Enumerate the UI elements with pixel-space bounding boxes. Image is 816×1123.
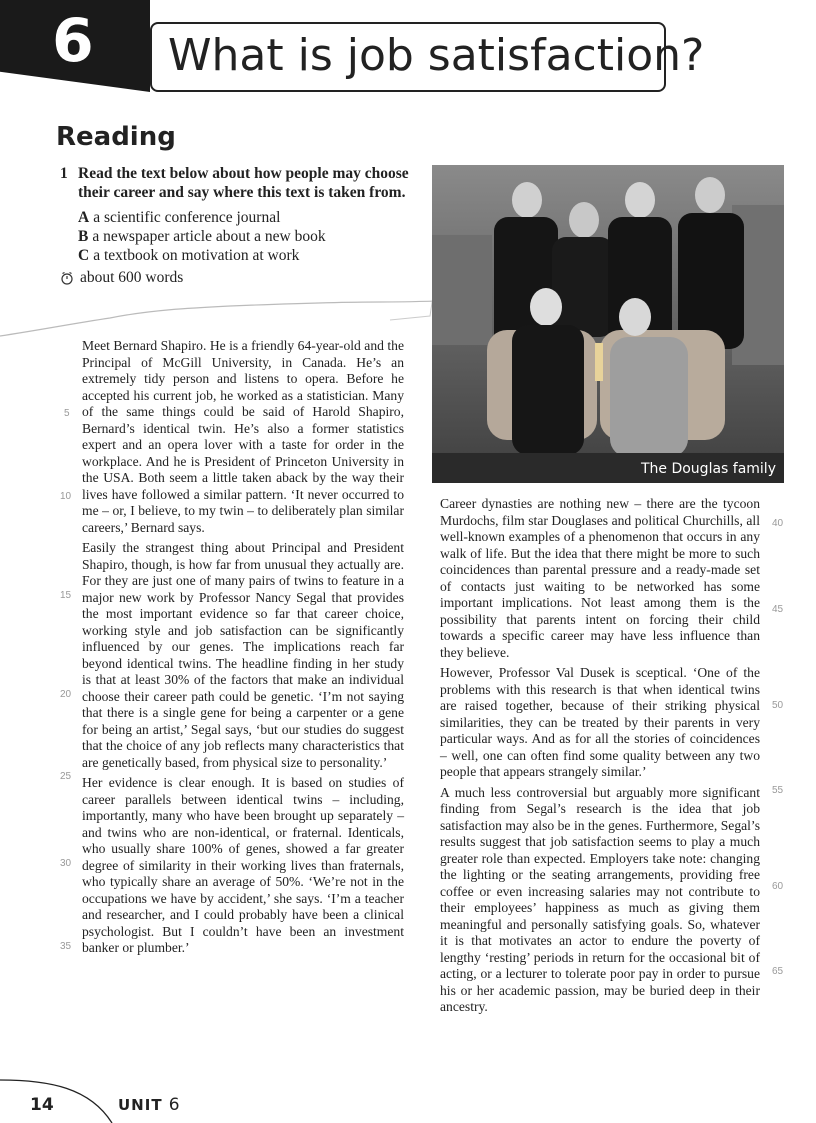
line-number: 20 — [60, 689, 72, 700]
line-number: 10 — [60, 491, 72, 502]
line-number: 65 — [772, 966, 784, 977]
line-number: 25 — [60, 771, 72, 782]
page-title: What is job satisfaction? — [168, 30, 705, 81]
task-number: 1 — [60, 165, 68, 182]
footer-unit-number: 6 — [168, 1095, 181, 1115]
line-number: 40 — [772, 518, 784, 529]
option-letter: B — [78, 228, 89, 245]
option-letter: C — [78, 247, 90, 264]
article-paragraph: Easily the strangest thing about Principal and President Shapiro, though, is how far from unusual they actually are. For they are just one of many pairs of twins to feature in a major new work by Professor Nancy Segal that provides the most important evidence so far that career choice, working style and job satisfaction can be significantly influenced by our genes. The implications reach far beyond identical twins. The headline finding in her study is that at least 30% of the factors that make an individual choose their career path could be genetic. ‘I’m not saying that there is a single gene for being a carpenter or a gene for being an artist,’ Segal says, ‘but our studies do suggest that the choice of any job reflects many characteristics that are genetically based, from physical size to personality.’ — [82, 540, 404, 770]
section-heading: Reading — [56, 122, 176, 152]
line-number: 45 — [772, 604, 784, 615]
photo-illustration — [432, 165, 784, 483]
unit-number: 6 — [52, 6, 94, 76]
page-number: 14 — [30, 1095, 54, 1115]
line-number: 5 — [64, 408, 70, 419]
photo-caption: The Douglas family — [640, 461, 776, 477]
option-a — [78, 208, 280, 227]
line-number: 60 — [772, 881, 784, 892]
article-paragraph: Her evidence is clear enough. It is based on studies of career parallels between identical twins – including, importantly, many who have been brought up separately – and twins who are non-identical, or fraternal. Identicals, who usually share 100% of genes, showed a far greater degree of similarity in their working lives than fraternals, who typically share an average of 50%. ‘We’re not in the occupations we have by accident,’ she says. ‘I’m a teacher and researcher, and I could probably have been a clinical psychologist. But I couldn’t have been an investment banker or plumber.’ — [82, 775, 404, 955]
line-number: 50 — [772, 700, 784, 711]
article-paragraph: A much less controversial but arguably more significant finding from Segal’s research is the idea that job satisfaction may also be in the genes. Furthermore, Segal’s results suggest that job satisfaction seems to play a much greater role than expected. Employers take note: changing the lighting or the seating arrangements, providing free coffee or even increasing salaries may not contribute to their employees’ happiness as much as giving them meaningful and personally satisfying goals. So, whatever it is that motivates an actor to endure the poverty of lengthy ‘resting’ periods in return for the occasional bit of acting, or a lecturer to tolerate poor pay in order to pursue his or her academic passion, may be buried deep in their ancestry. — [440, 784, 760, 1014]
option-text: a newspaper article about a new book — [92, 228, 326, 245]
option-text: a textbook on motivation at work — [93, 247, 300, 264]
footer-unit-word: UNIT — [118, 1096, 163, 1114]
line-number: 15 — [60, 590, 72, 601]
title-box — [150, 22, 705, 92]
word-count: about 600 words — [80, 269, 184, 286]
article-paragraph: However, Professor Val Dusek is sceptical. ‘One of the problems with this research is that when identical twins are raised together, because of their striking physical similarities, they can be treated by their parents in very particular ways. And as for all the stories of coincidences – well, one can often find some quality between any two people that appears strangely similar.’ — [440, 665, 760, 779]
option-text: a scientific conference journal — [93, 209, 281, 226]
reading-time — [60, 268, 183, 287]
line-number: 55 — [772, 785, 784, 796]
option-b — [78, 227, 326, 246]
clock-icon — [60, 271, 74, 285]
family-photo — [432, 165, 784, 483]
footer-curve — [0, 1070, 130, 1123]
article-right-column — [440, 496, 760, 1020]
line-number: 35 — [60, 941, 72, 952]
footer-unit-label — [118, 1095, 181, 1115]
line-number: 30 — [60, 858, 72, 869]
option-letter: A — [78, 209, 90, 226]
article-paragraph: Meet Bernard Shapiro. He is a friendly 64-year-old and the Principal of McGill University, in Canada. He’s an extremely tidy person and listens to opera. Before he accepted his current job, he worked as a statistician. Many of the same things could be said of Harold Shapiro, Bernard’s identical twin. He’s also a former statistics expert and an opera lover with a taste for order in the workplace. And he is President of Princeton University in the USA. Both seem a little taken aback by the way their lives have followed a similar pattern. ‘It never occurred to me – or, I believe, to my twin – to deliberately plan similar careers,’ Bernard says. — [82, 338, 404, 535]
article-paragraph: Career dynasties are nothing new – there are the tycoon Murdochs, film star Douglases and political Churchills, all well-known examples of a phenomenon that occurs in any walk of life. But the idea that there might be more to such coincidences than parental pressure and a ready-made set of contacts just waiting to be networked has some important implications. Not least among them is the possibility that parents intent on forcing their child towards a specific career may have less influence than they believe. — [440, 496, 760, 660]
option-c — [78, 246, 299, 265]
article-left-column — [82, 338, 404, 961]
task-instruction: Read the text below about how people may choose their career and say where this text is taken from. — [78, 165, 409, 201]
